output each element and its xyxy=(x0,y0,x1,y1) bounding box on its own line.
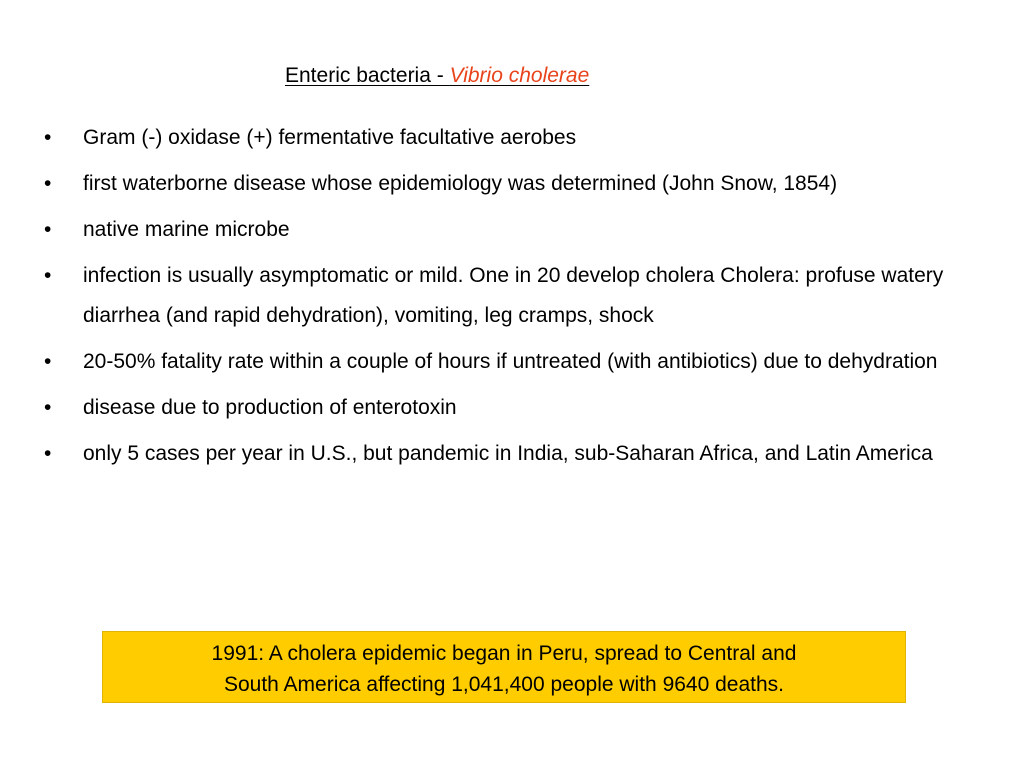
bullet-text: only 5 cases per year in U.S., but pandemic in India, sub-Saharan Africa, and Latin America xyxy=(83,442,933,465)
bullet-item xyxy=(44,256,994,336)
bullet-item xyxy=(44,118,994,158)
bullet-marker: • xyxy=(44,396,52,419)
title-prefix: Enteric bacteria - xyxy=(285,64,450,87)
bullet-text: Gram (-) oxidase (+) fermentative facultative aerobes xyxy=(83,126,577,149)
callout-line-1: 1991: A cholera epidemic began in Peru, spread to Central and xyxy=(211,642,797,665)
bullet-marker: • xyxy=(44,218,52,241)
callout-line-2: South America affecting 1,041,400 people with 9640 deaths. xyxy=(223,673,785,696)
bullet-text: disease due to production of enterotoxin xyxy=(83,396,457,419)
bullet-item xyxy=(44,210,994,250)
bullet-item xyxy=(44,342,994,382)
bullet-text: infection is usually asymptomatic or mild. One in 20 develop cholera Cholera: profuse watery diarrhea (and rapid dehydration), vomiting, leg cramps, shock xyxy=(83,264,944,327)
bullet-marker: • xyxy=(44,350,52,373)
bullet-marker: • xyxy=(44,264,52,287)
callout-box xyxy=(102,631,906,703)
bullet-list xyxy=(44,118,994,480)
bullet-text: first waterborne disease whose epidemiology was determined (John Snow, 1854) xyxy=(83,172,838,195)
title-species: Vibrio cholerae xyxy=(449,64,590,87)
bullet-marker: • xyxy=(44,442,52,465)
bullet-item xyxy=(44,388,994,428)
bullet-item xyxy=(44,434,994,474)
bullet-marker: • xyxy=(44,172,52,195)
bullet-item xyxy=(44,164,994,204)
slide-title xyxy=(285,62,589,90)
bullet-marker: • xyxy=(44,126,52,149)
bullet-text: native marine microbe xyxy=(83,218,290,241)
bullet-text: 20-50% fatality rate within a couple of hours if untreated (with antibiotics) due to dehydration xyxy=(83,350,938,373)
